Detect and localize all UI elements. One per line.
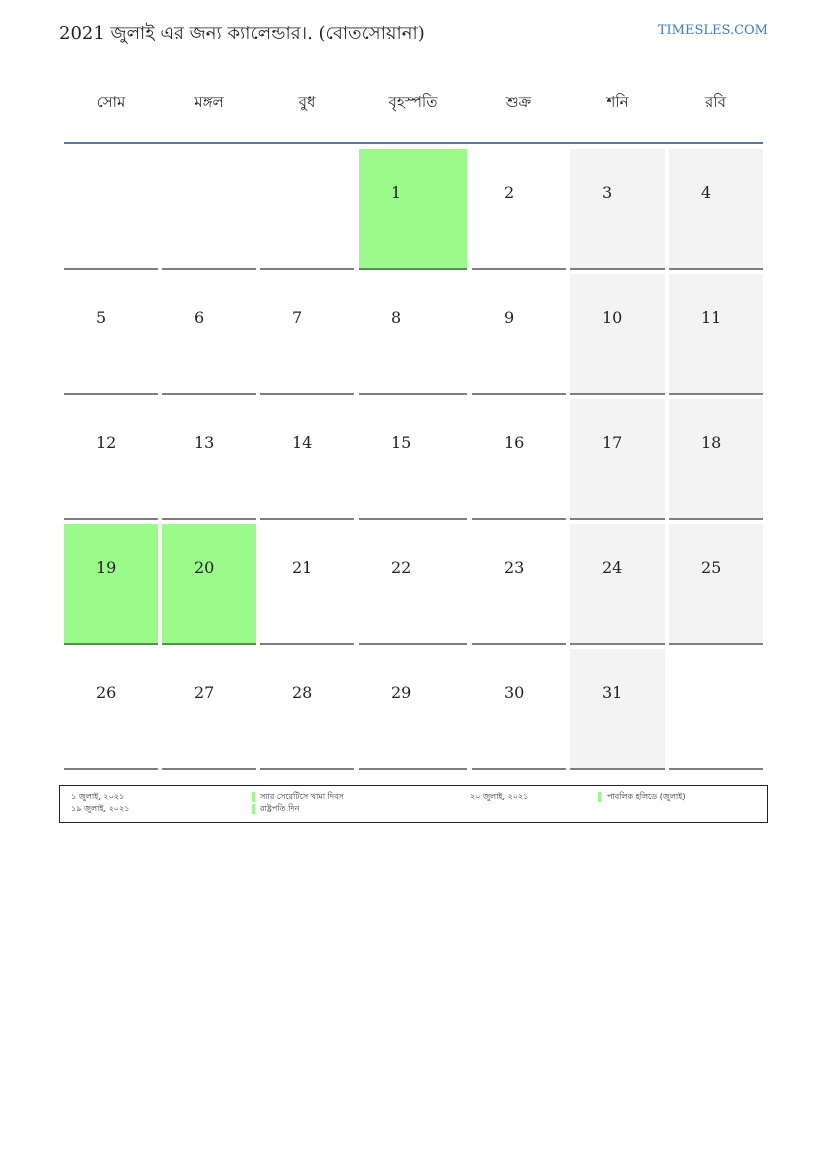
day-number: 29 — [391, 683, 412, 702]
day-cell[interactable] — [669, 149, 763, 270]
weekday-tuesday: মঙ্গল — [194, 93, 224, 111]
day-cell[interactable] — [669, 274, 763, 395]
weekday-wednesday: বুধ — [298, 93, 316, 111]
day-cell[interactable] — [162, 274, 256, 395]
day-number: 25 — [701, 558, 722, 577]
legend-date: ২০ জুলাই, ২০২১ — [470, 792, 529, 801]
page-title: 2021 জুলাই এর জন্য ক্যালেন্ডার।. (বোতসোয়ানা) — [59, 23, 425, 44]
weekday-monday: সোম — [96, 93, 126, 111]
day-number: 20 — [194, 558, 215, 577]
day-cell[interactable] — [570, 149, 665, 270]
header-divider — [64, 142, 763, 144]
legend-date: ১ জুলাই, ২০২১ — [71, 792, 125, 801]
day-cell[interactable] — [472, 649, 566, 770]
day-number: 2 — [504, 183, 515, 202]
day-number: 11 — [701, 308, 722, 327]
day-number: 5 — [96, 308, 107, 327]
day-cell[interactable] — [260, 399, 354, 520]
weekday-friday: শুক্র — [505, 93, 532, 111]
day-cell[interactable] — [570, 274, 665, 395]
day-cell[interactable] — [359, 649, 467, 770]
day-number: 27 — [194, 683, 215, 702]
day-number: 12 — [96, 433, 117, 452]
day-number: 31 — [602, 683, 623, 702]
day-cell[interactable] — [162, 524, 256, 645]
day-number: 3 — [602, 183, 613, 202]
day-cell[interactable] — [669, 524, 763, 645]
holiday-legend — [59, 785, 768, 823]
empty-day-cell — [162, 149, 256, 270]
day-cell[interactable] — [472, 149, 566, 270]
day-cell[interactable] — [669, 399, 763, 520]
day-number: 7 — [292, 308, 303, 327]
day-cell[interactable] — [260, 524, 354, 645]
day-number: 23 — [504, 558, 525, 577]
legend-holiday-name: পাবলিক হলিডে (জুলাই) — [607, 792, 686, 801]
day-cell[interactable] — [570, 524, 665, 645]
day-number: 4 — [701, 183, 712, 202]
day-number: 14 — [292, 433, 313, 452]
day-cell[interactable] — [64, 649, 158, 770]
day-number: 28 — [292, 683, 313, 702]
day-number: 22 — [391, 558, 412, 577]
weekday-sunday: রবি — [705, 93, 726, 111]
day-cell[interactable] — [472, 274, 566, 395]
day-cell[interactable] — [162, 399, 256, 520]
legend-color-marker — [252, 792, 255, 802]
day-cell[interactable] — [472, 524, 566, 645]
weekday-header-row — [64, 80, 763, 124]
day-number: 18 — [701, 433, 722, 452]
weekday-saturday: শনি — [606, 93, 629, 111]
day-number: 19 — [96, 558, 117, 577]
day-number: 9 — [504, 308, 515, 327]
legend-color-marker — [598, 792, 601, 802]
day-cell[interactable] — [359, 274, 467, 395]
legend-holiday-name: রাষ্ট্রপতি দিন — [260, 804, 300, 813]
day-cell[interactable] — [64, 274, 158, 395]
day-cell[interactable] — [359, 399, 467, 520]
legend-holiday-name: স্যার সেরেটিসে খামা দিবস — [260, 792, 344, 801]
day-number: 1 — [391, 183, 402, 202]
day-number: 26 — [96, 683, 117, 702]
day-cell[interactable] — [260, 649, 354, 770]
day-number: 21 — [292, 558, 313, 577]
day-cell[interactable] — [472, 399, 566, 520]
legend-color-marker — [252, 804, 255, 814]
day-cell[interactable] — [64, 399, 158, 520]
day-cell[interactable] — [570, 399, 665, 520]
day-cell[interactable] — [162, 649, 256, 770]
day-number: 30 — [504, 683, 525, 702]
day-number: 13 — [194, 433, 215, 452]
day-number: 17 — [602, 433, 623, 452]
day-number: 8 — [391, 308, 402, 327]
legend-date: ১৯ জুলাই, ২০২১ — [71, 804, 130, 813]
empty-day-cell — [260, 149, 354, 270]
day-number: 6 — [194, 308, 205, 327]
day-number: 16 — [504, 433, 525, 452]
empty-day-cell — [669, 649, 763, 770]
empty-day-cell — [64, 149, 158, 270]
day-cell[interactable] — [359, 524, 467, 645]
day-cell[interactable] — [260, 274, 354, 395]
day-cell[interactable] — [359, 149, 467, 270]
day-cell[interactable] — [570, 649, 665, 770]
day-number: 24 — [602, 558, 623, 577]
day-number: 10 — [602, 308, 623, 327]
weekday-thursday: বৃহস্পতি — [388, 93, 438, 111]
day-number: 15 — [391, 433, 412, 452]
day-cell[interactable] — [64, 524, 158, 645]
brand-link[interactable]: TIMESLES.COM — [657, 23, 768, 38]
